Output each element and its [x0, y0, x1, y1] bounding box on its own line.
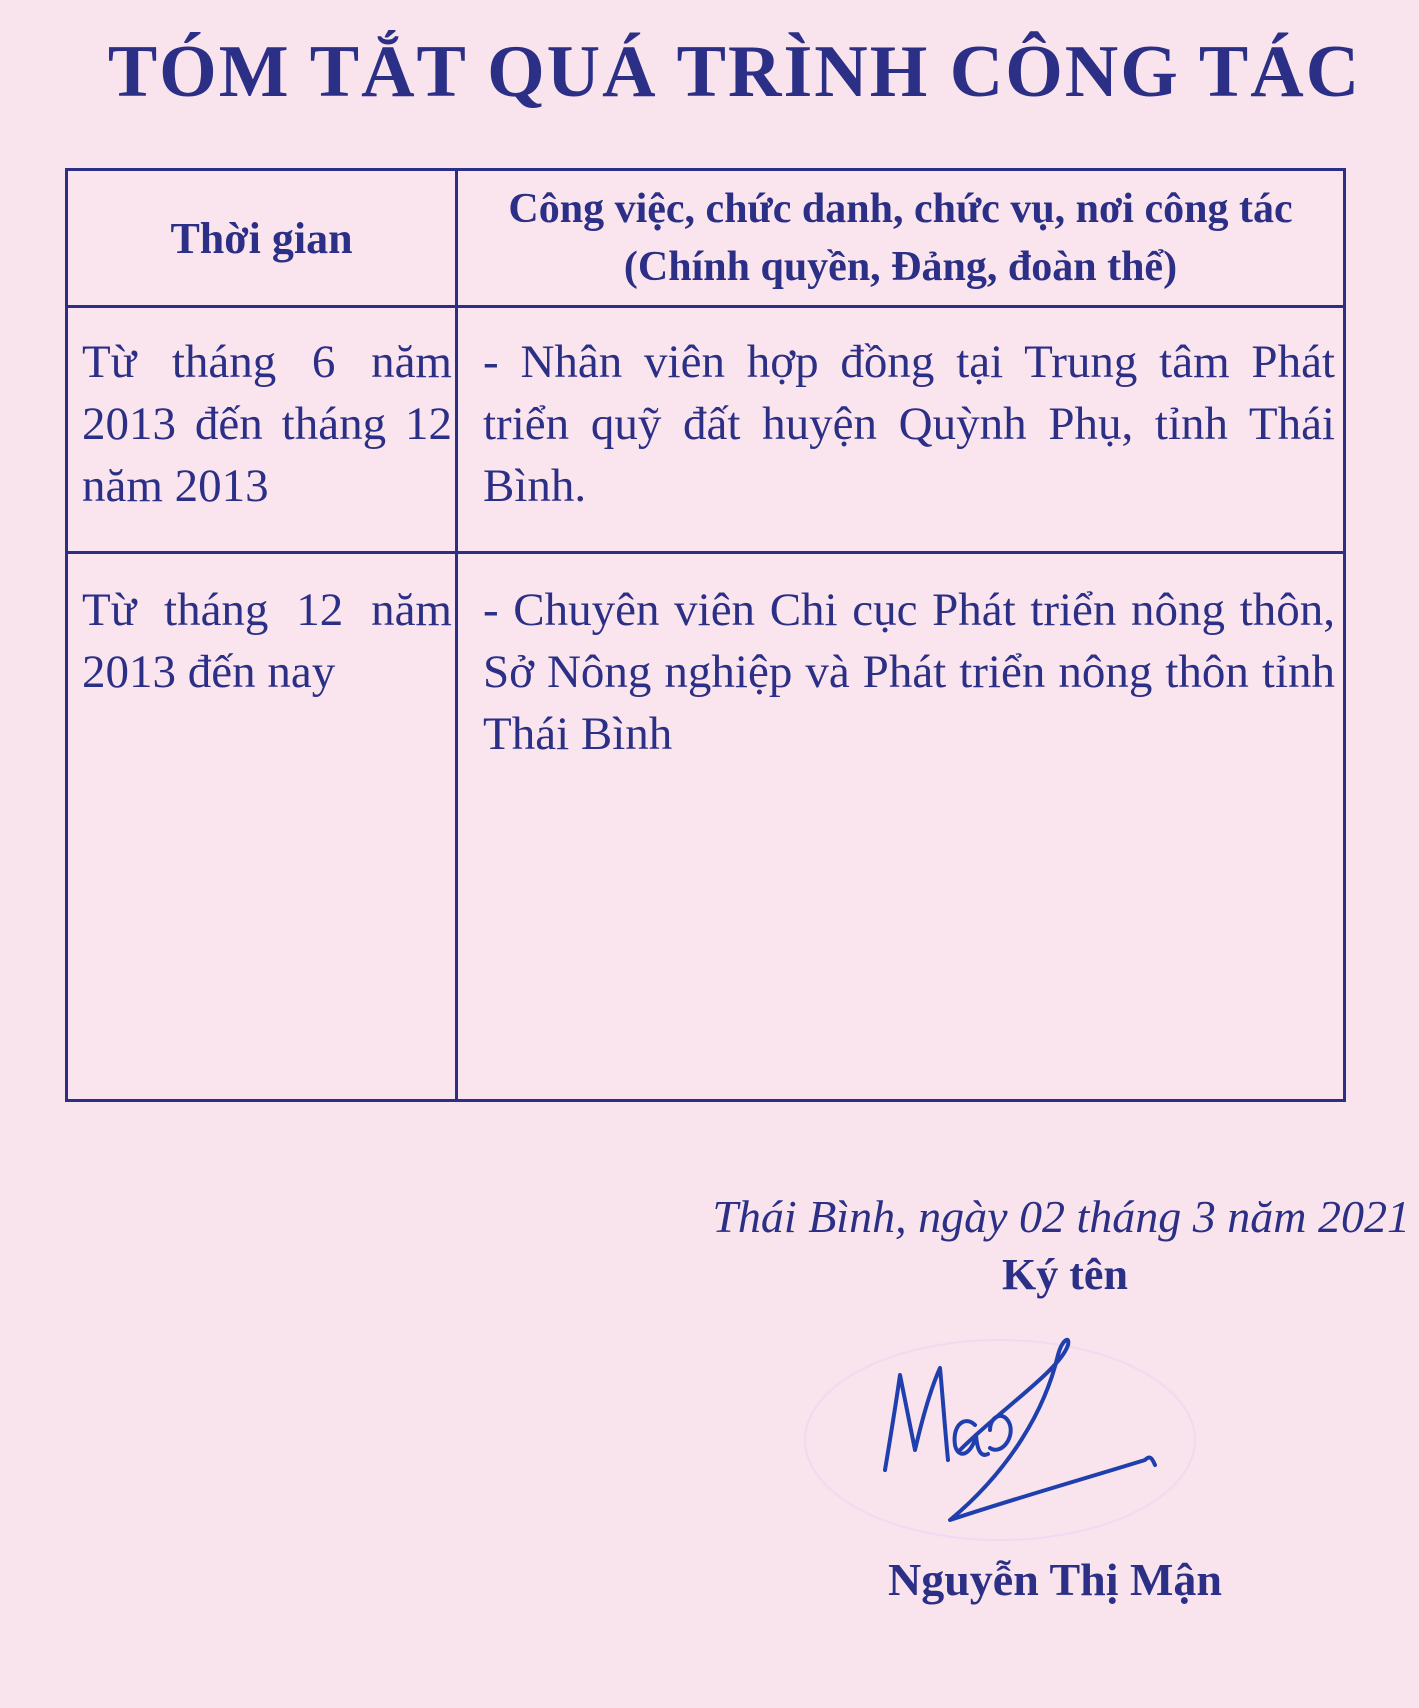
row-1-time: Từ tháng 6 năm 2013 đến tháng 12 năm 2013	[82, 336, 452, 512]
sign-label: Ký tên	[1002, 1250, 1128, 1299]
header-work	[458, 171, 1343, 305]
document-title: TÓM TẮT QUÁ TRÌNH CÔNG TÁC	[107, 31, 1362, 113]
header-row-divider	[68, 305, 1343, 308]
handwritten-signature	[800, 1330, 1200, 1560]
row-2-time: Từ tháng 12 năm 2013 đến nay	[82, 584, 452, 698]
row-2-work: - Chuyên viên Chi cục Phát triển nông thôn, Sở Nông nghiệp và Phát triển nông thôn tỉnh Thái Bình	[483, 584, 1335, 760]
header-work-line2: (Chính quyền, Đảng, đoàn thể)	[623, 244, 1178, 290]
place-date: Thái Bình, ngày 02 tháng 3 năm 2021	[712, 1191, 1410, 1242]
row-divider	[68, 551, 1343, 554]
row-1-work: - Nhân viên hợp đồng tại Trung tâm Phát triển quỹ đất huyện Quỳnh Phụ, tỉnh Thái Bình.	[483, 336, 1335, 512]
work-history-table	[65, 168, 1346, 1102]
header-time: Thời gian	[170, 213, 353, 263]
column-divider	[455, 171, 458, 1099]
signer-name: Nguyễn Thị Mận	[887, 1554, 1223, 1605]
header-work-line1: Công việc, chức danh, chức vụ, nơi công tác	[508, 186, 1293, 232]
signature-block	[690, 1190, 1410, 1300]
